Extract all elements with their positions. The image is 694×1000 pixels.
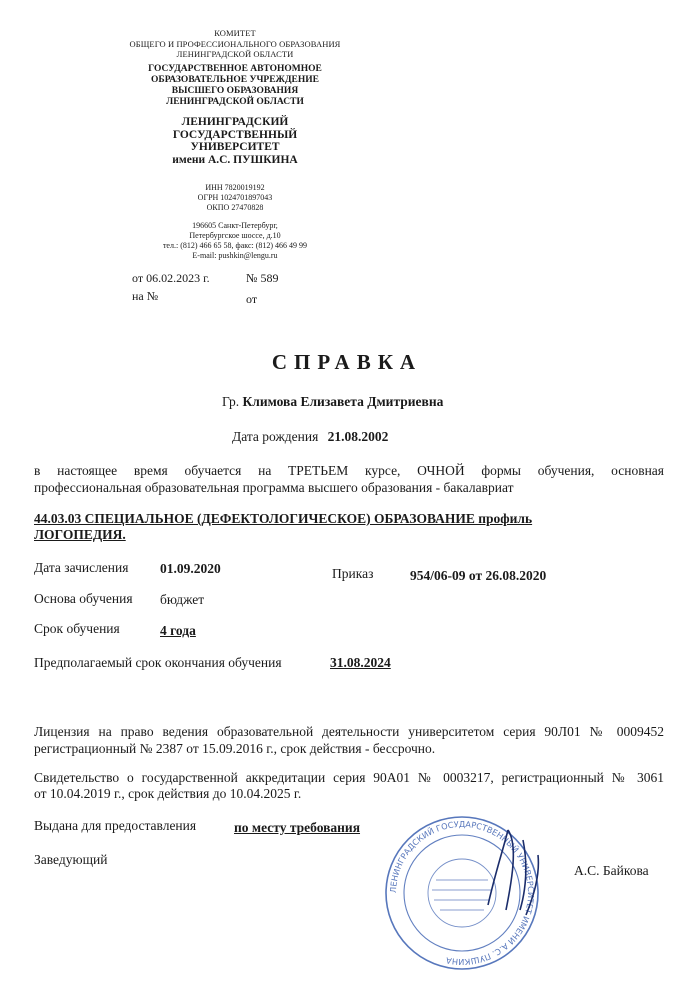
outgoing-number: № 589 <box>246 271 279 285</box>
student-line: Гр. Климова Елизавета Дмитриевна <box>222 394 444 409</box>
license-line-2: регистрационный № 2387 от 15.09.2016 г., срок действия - бессрочно. <box>34 741 436 756</box>
enroll-date: 01.09.2020 <box>160 561 221 576</box>
enroll-label: Дата зачисления <box>34 560 129 575</box>
accreditation-line-2: от 10.04.2019 г., срок действия до 10.04.2025 г. <box>34 786 302 801</box>
reference-number: на № <box>132 289 159 303</box>
study-line-1: в настоящее время обучается на ТРЕТЬЕМ курсе, ОЧНОЙ формы обучения, основная <box>34 463 664 478</box>
end-label: Предполагаемый срок окончания обучения <box>34 655 282 670</box>
document-title: СПРАВКА <box>271 350 423 374</box>
accreditation-line-1: Свидетельство о государственной аккредитации серия 90А01 № 0003217, регистрационный № 3061 <box>34 770 664 785</box>
address-block: 196605 Санкт-Петербург, Петербургское шоссе, д.10 тел.: (812) 466 65 58, факс: (812) 466 49 99 E-mail: pushkin@lengu.ru <box>162 221 308 260</box>
outgoing-date: от 06.02.2023 г. <box>132 271 210 285</box>
seal-ring-text: ЛЕНИНГРАДСКИЙ ГОСУДАРСТВЕННЫЙ УНИВЕРСИТЕТ ИМЕНИ А.С. ПУШКИНА <box>387 818 537 968</box>
program-line-2: ЛОГОПЕДИЯ. <box>34 527 126 542</box>
university-name: ЛЕНИНГРАДСКИЙ ГОСУДАРСТВЕННЫЙ УНИВЕРСИТЕТ имени А.С. ПУШКИНА <box>172 116 298 166</box>
dob-line: Дата рождения 21.08.2002 <box>232 429 389 444</box>
reference-date: от <box>246 292 258 306</box>
committee-header: КОМИТЕТ ОБЩЕГО И ПРОФЕССИОНАЛЬНОГО ОБРАЗОВАНИЯ ЛЕНИНГРАДСКОЙ ОБЛАСТИ <box>129 28 341 59</box>
license-line-1: Лицензия на право ведения образовательной деятельности университетом серия 90Л01 № 0009452 <box>34 724 664 739</box>
student-name: Климова Елизавета Дмитриевна <box>242 394 444 409</box>
institution-header: ГОСУДАРСТВЕННОЕ АВТОНОМНОЕ ОБРАЗОВАТЕЛЬНОЕ УЧРЕЖДЕНИЕ ВЫСШЕГО ОБРАЗОВАНИЯ ЛЕНИНГРАДСКОЙ ОБЛАСТИ <box>148 64 322 107</box>
order-value: 954/06-09 от 26.08.2020 <box>410 568 547 583</box>
dob-value: 21.08.2002 <box>327 429 389 444</box>
basis-label: Основа обучения <box>34 591 133 606</box>
signer-role: Заведующий <box>34 852 108 867</box>
order-label: Приказ <box>332 566 374 581</box>
registration-codes: ИНН 7820019192 ОГРН 1024701897043 ОКПО 27470828 <box>197 183 273 212</box>
signer-name: А.С. Байкова <box>574 863 649 878</box>
end-value: 31.08.2024 <box>330 655 391 670</box>
basis-value: бюджет <box>160 592 205 607</box>
term-value: 4 года <box>160 623 196 638</box>
term-label: Срок обучения <box>34 621 120 636</box>
program-line-1: 44.03.03 СПЕЦИАЛЬНОЕ (ДЕФЕКТОЛОГИЧЕСКОЕ) ОБРАЗОВАНИЕ профиль <box>34 511 533 526</box>
study-line-2: профессиональная образовательная программа высшего образования - бакалавриат <box>34 480 514 495</box>
handwritten-signature <box>468 810 568 920</box>
issued-label: Выдана для предоставления <box>34 818 197 833</box>
issued-value: по месту требования <box>234 820 361 835</box>
